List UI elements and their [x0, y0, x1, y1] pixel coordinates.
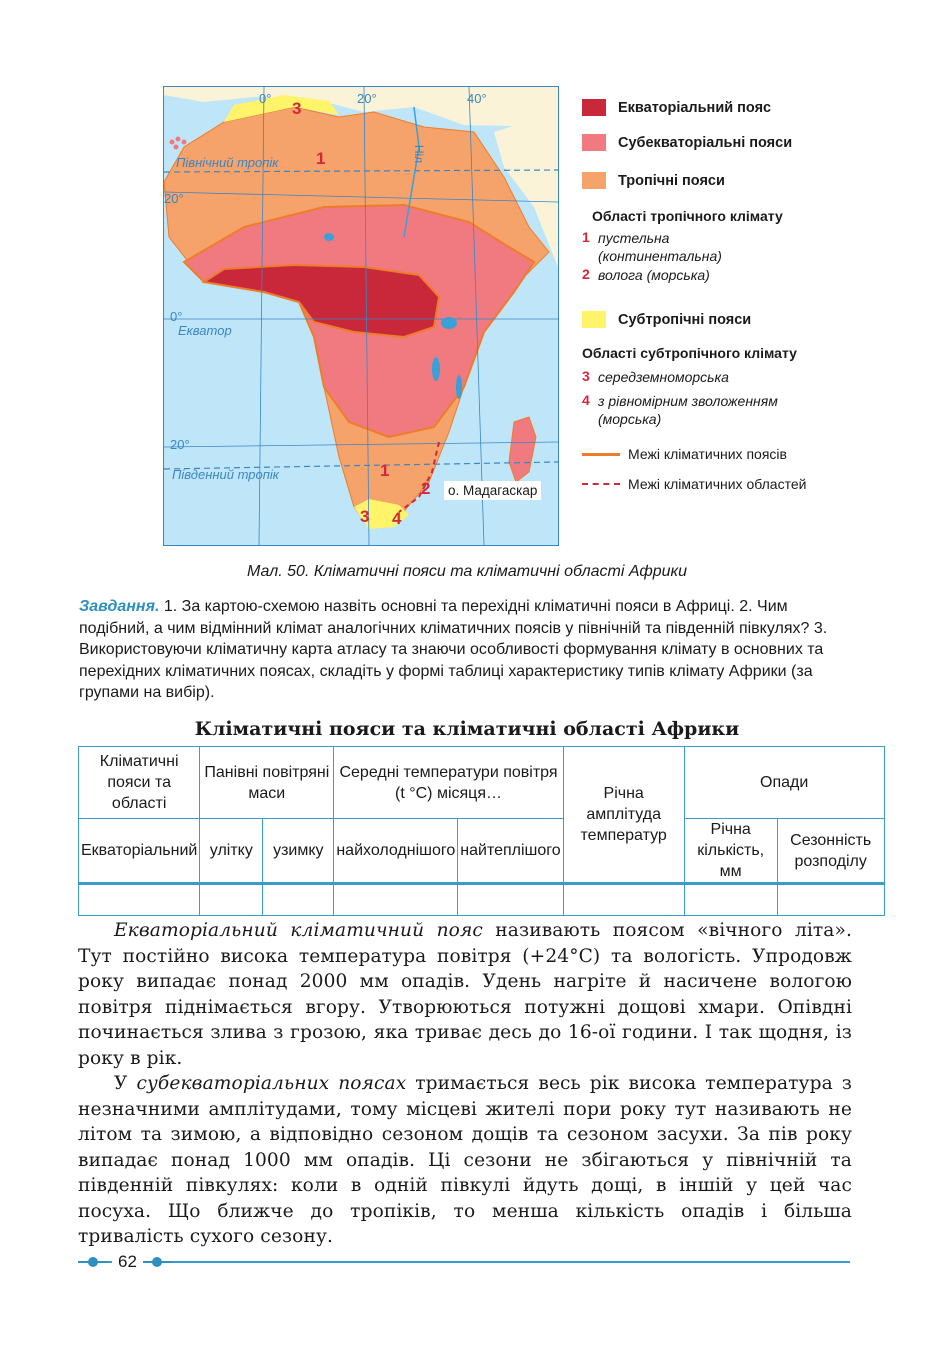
dashed-line-icon	[582, 483, 620, 485]
header-cell: Панівні повітряні маси	[200, 747, 334, 819]
southern-tropic-label: Південний тропік	[172, 467, 279, 482]
degree-label: 20°	[170, 437, 190, 452]
subtropical-swatch	[582, 311, 606, 328]
paragraph-subequatorial	[78, 1071, 852, 1250]
degree-label: 40°	[467, 91, 487, 106]
header-cell: Опади	[684, 747, 884, 819]
legend-item	[582, 368, 822, 386]
legend-number: 3	[582, 368, 590, 384]
paragraph-text: називають поясом «вічного літа». Тут постійно висока температура повітря (+24°C) та вологість. Упродовж року випадає понад 2000 мм опадів. Удень нагріте й насичене вологою повітря піднімається вгору. Утворюються потужні дощові хмари. Опівдні починається злива з грозою, яка триває десь до 16-ої години. І так щодня, із року в рік.	[78, 920, 852, 1069]
legend-text: з рівномірним зволоженням (морська)	[598, 393, 778, 427]
task-label: Завдання.	[79, 598, 160, 615]
legend-text: середземноморська	[598, 369, 729, 385]
header-cell: улітку	[200, 819, 263, 884]
zone-number: 3	[360, 507, 370, 526]
zone-number: 2	[421, 479, 431, 498]
footer-ornament-icon	[78, 1254, 108, 1270]
degree-label: 0°	[259, 91, 272, 106]
climate-map	[163, 86, 559, 546]
header-cell: Середні температури повітря (t °C) місяця…	[334, 747, 563, 819]
legend-label: Тропічні пояси	[618, 172, 725, 189]
table-cell	[777, 884, 884, 916]
zone-number: 1	[316, 149, 326, 168]
paragraph-text: У	[114, 1073, 137, 1094]
zone-number: 4	[392, 509, 402, 528]
header-cell: узимку	[263, 819, 334, 884]
subequatorial-swatch	[582, 134, 606, 151]
term-italic: Екваторіальний кліматичний пояс	[114, 920, 483, 941]
header-cell: найтеплішого	[458, 819, 563, 884]
legend-number: 4	[582, 392, 590, 408]
zone-number: 3	[292, 99, 302, 118]
nile-label: Ніл	[412, 144, 427, 164]
legend-subtropical	[582, 311, 751, 328]
table-row	[79, 884, 885, 916]
header-cell: Річна амплітуда температур	[563, 747, 684, 884]
legend-label: Екваторіальний пояс	[618, 99, 772, 116]
header-cell: Кліматичні пояси та області	[79, 747, 200, 819]
tropical-swatch	[582, 172, 606, 189]
legend-text: пустельна (континентальна)	[598, 230, 722, 264]
legend-text: Межі кліматичних поясів	[628, 446, 787, 462]
header-cell: Річна кількість, мм	[684, 819, 777, 884]
legend-label: Субекваторіальні пояси	[618, 134, 793, 151]
madagascar-label: о. Мадагаскар	[444, 481, 541, 500]
footer-rule	[78, 1261, 850, 1263]
task-text: 1. За картою-схемою назвіть основні та перехідні кліматичні пояси в Африці. 2. Чим подібний, а чим відмінний клімат аналогічних кліматичних поясів у північній та південній півкулях? 3. Використовуючи кліматичну карта атласу та знаючи особливості формування клімату в основних та перехідних кліматичних поясах, складіть у формі таблиці характеристику типів клімату Африки (за групами на вибір).	[79, 598, 828, 701]
table-cell	[263, 884, 334, 916]
legend-region-boundaries	[582, 476, 806, 492]
table-cell	[563, 884, 684, 916]
legend-tropical	[582, 172, 725, 189]
figure-caption: Мал. 50. Кліматичні пояси та кліматичні області Африки	[247, 563, 687, 580]
footer-ornament-icon	[142, 1254, 172, 1270]
task-block	[79, 596, 854, 704]
legend-number: 2	[582, 266, 590, 282]
zone-number: 1	[380, 461, 390, 480]
legend-text: Межі кліматичних областей	[628, 476, 807, 492]
tropical-regions-title: Області тропічного клімату	[592, 208, 783, 224]
equatorial-swatch	[582, 99, 606, 116]
madagascar-island	[509, 417, 536, 482]
subtropical-regions-title: Області субтропічного клімату	[582, 345, 797, 361]
legend-subequatorial	[582, 134, 792, 151]
legend-number: 1	[582, 229, 590, 245]
degree-label: 20°	[357, 91, 377, 106]
degree-label: 20°	[164, 191, 184, 206]
legend-item	[582, 392, 812, 428]
header-cell: найхолоднішого	[334, 819, 458, 884]
legend-item	[582, 229, 782, 265]
legend-text: волога (морська)	[598, 267, 710, 283]
table-cell	[200, 884, 263, 916]
legend-belt-boundaries	[582, 446, 787, 462]
legend-equatorial	[582, 99, 771, 116]
equator-label: Екватор	[178, 323, 232, 338]
table-cell	[458, 884, 563, 916]
paragraph-equatorial	[78, 918, 852, 1071]
table-cell	[684, 884, 777, 916]
table-cell	[79, 884, 200, 916]
page-number: 62	[112, 1252, 143, 1272]
legend-item	[582, 266, 782, 284]
paragraph-text: тримається весь рік висока температура з незначними амплітудами, тому місцеві жителі пори року тут називають не літом та зимою, а відповідно сезоном дощів та сезоном засухи. За пів року випадає понад 1000 мм опадів. Ці сезони не збігаються у північній та південній півкулях: коли в одній півкулі йдуть дощі, в іншій у цей час посуха. Що ближче до тропіків, то менша кількість опадів і більша тривалість сухого сезону.	[78, 1073, 852, 1247]
degree-label: 0°	[170, 309, 183, 324]
header-cell: Сезонність розподілу	[777, 819, 884, 884]
table-title: Кліматичні пояси та кліматичні області Африки	[194, 718, 740, 740]
legend-label: Субтропічні пояси	[618, 311, 752, 328]
table-cell	[334, 884, 458, 916]
northern-tropic-label: Північний тропік	[176, 155, 279, 170]
solid-line-icon	[582, 453, 620, 456]
header-cell: Екваторіальний	[79, 819, 200, 884]
climate-table	[78, 746, 885, 916]
term-italic: субекваторіальних поясах	[136, 1073, 407, 1094]
